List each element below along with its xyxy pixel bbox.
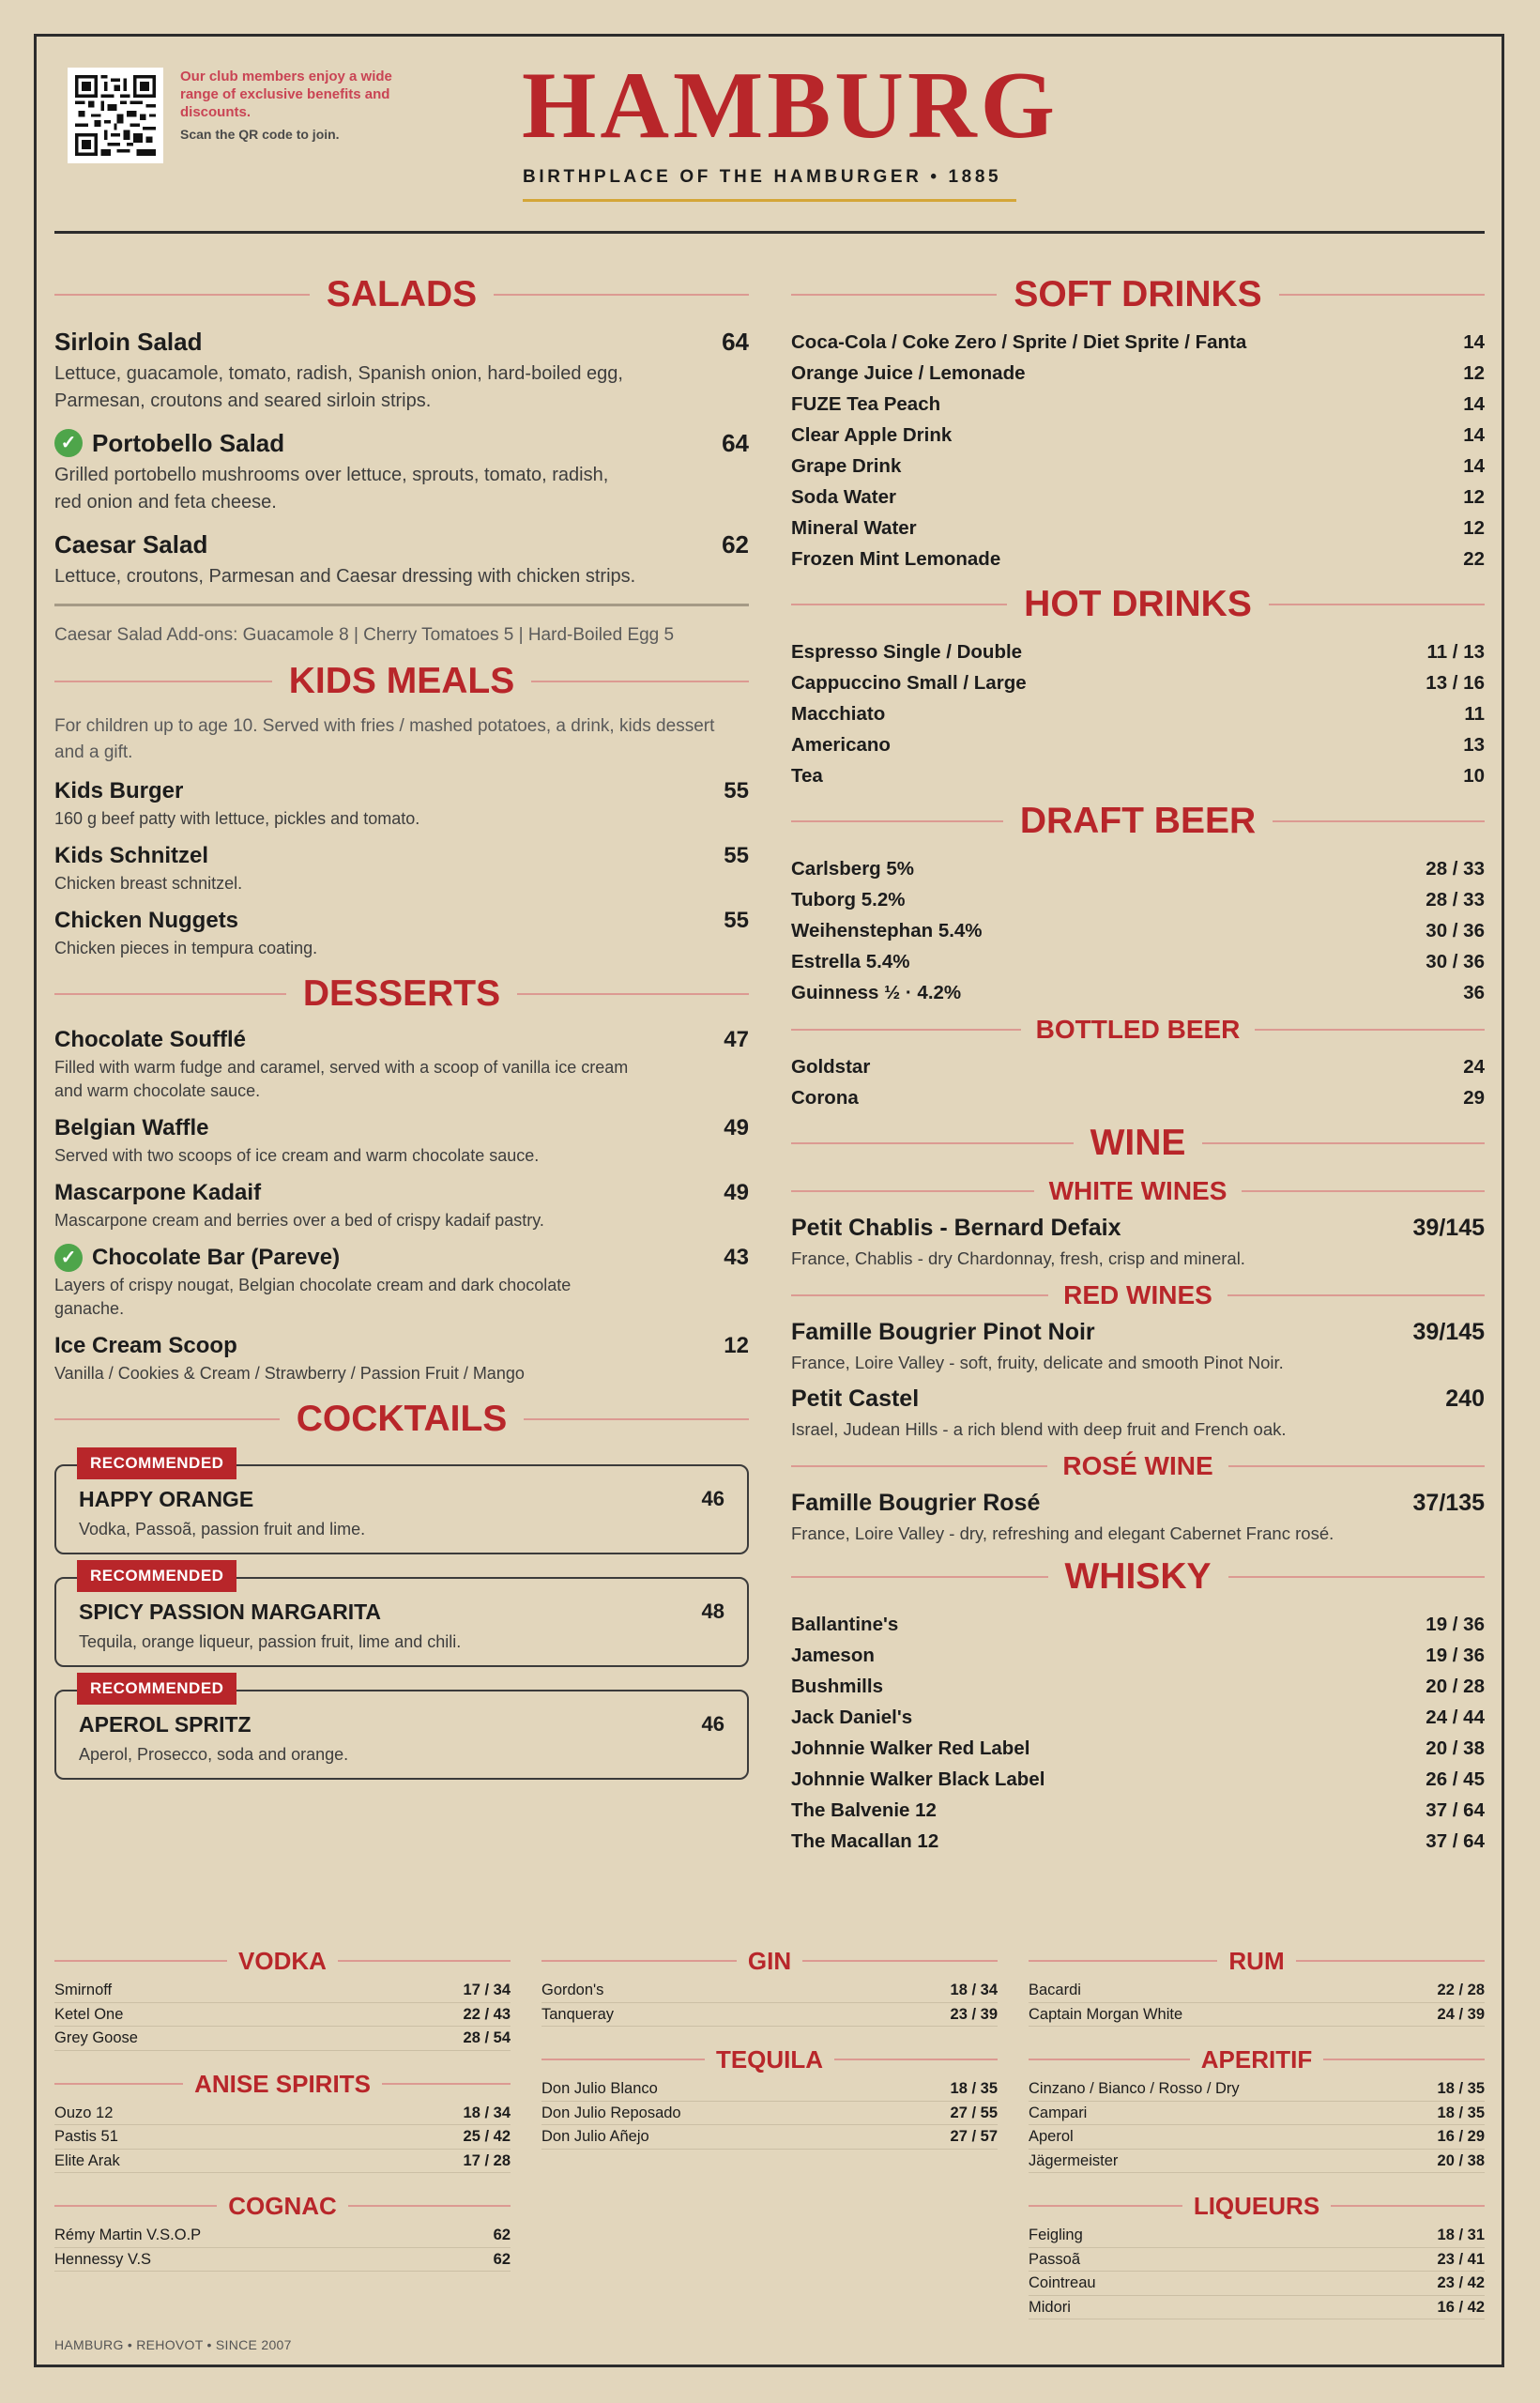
- drink-row[interactable]: [791, 543, 1485, 574]
- brand-title: HAMBURG: [522, 53, 1059, 159]
- item-desc: Chicken pieces in tempura coating.: [54, 939, 318, 957]
- spirit-price: 27 / 57: [950, 2128, 998, 2145]
- drink-name: Tea: [791, 765, 823, 787]
- spirit-price: 25 / 42: [463, 2128, 511, 2145]
- drink-price: 28 / 33: [1426, 889, 1485, 911]
- spirit-name: Cinzano / Bianco / Rosso / Dry: [1029, 2080, 1240, 2097]
- recommended-badge: RECOMMENDED: [77, 1673, 236, 1705]
- section-title-red-wines: RED WINES: [791, 1279, 1485, 1311]
- drink-price: 20 / 38: [1426, 1737, 1485, 1759]
- drink-name: Carlsberg 5%: [791, 858, 915, 880]
- spirit-name: Campari: [1029, 2104, 1088, 2121]
- spirit-name: Elite Arak: [54, 2151, 120, 2169]
- gin-list: [541, 1979, 998, 2027]
- item-price: 55: [724, 843, 749, 868]
- item-desc: Layers of crispy nougat, Belgian chocolate cream and dark chocolate ganache.: [54, 1276, 572, 1318]
- drink-price: 22: [1463, 548, 1485, 570]
- drink-price: 13: [1463, 734, 1485, 756]
- spacer: [1029, 2027, 1485, 2040]
- drink-name: Coca-Cola / Coke Zero / Sprite / Diet Sprite / Fanta: [791, 331, 1247, 353]
- footer-text: HAMBURG • REHOVOT • SINCE 2007: [54, 2337, 292, 2352]
- item-price: 64: [722, 327, 749, 356]
- spirits-column-1: [54, 1941, 511, 2272]
- spirit-price: 23 / 41: [1437, 2250, 1485, 2268]
- whisky-list: [791, 1609, 1485, 1857]
- drink-row[interactable]: [791, 853, 1485, 884]
- item-name: Belgian Waffle: [54, 1115, 209, 1140]
- spirit-row[interactable]: [1029, 2077, 1485, 2102]
- item-name: Kids Schnitzel: [54, 843, 209, 868]
- drink-price: 12: [1463, 486, 1485, 508]
- item-name: Petit Castel: [791, 1385, 920, 1412]
- right-column: [791, 265, 1485, 1857]
- spirit-row[interactable]: [54, 2224, 511, 2248]
- brand-tagline: BIRTHPLACE OF THE HAMBURGER • 1885: [523, 167, 1016, 202]
- drink-price: 14: [1463, 331, 1485, 353]
- section-title-cognac: COGNAC: [54, 2190, 511, 2222]
- spirit-price: 62: [493, 2227, 511, 2243]
- spirit-price: 22 / 28: [1437, 1982, 1485, 1998]
- spacer: [54, 2051, 511, 2064]
- spirit-row[interactable]: [54, 2125, 511, 2150]
- drink-price: 14: [1463, 455, 1485, 477]
- vodka-list: [54, 1979, 511, 2051]
- spirit-row[interactable]: [54, 2248, 511, 2273]
- spirit-row[interactable]: [1029, 2296, 1485, 2320]
- item-name: Sirloin Salad: [54, 328, 203, 356]
- item-desc: Vanilla / Cookies & Cream / Strawberry / Passion Fruit / Mango: [54, 1364, 525, 1383]
- section-title-cocktails: COCKTAILS: [54, 1397, 749, 1442]
- qr-code-icon[interactable]: [68, 68, 163, 163]
- drink-row[interactable]: [791, 1082, 1485, 1113]
- spirit-price: 23 / 39: [950, 2005, 998, 2023]
- item-price: 49: [724, 1180, 749, 1205]
- drink-name: Jameson: [791, 1645, 875, 1666]
- drink-name: Soda Water: [791, 486, 897, 508]
- drink-name: Grape Drink: [791, 455, 902, 477]
- menu-item[interactable]: [54, 1026, 749, 1103]
- drink-price: 30 / 36: [1426, 951, 1485, 972]
- drink-row[interactable]: [791, 760, 1485, 791]
- spirit-price: 20 / 38: [1437, 2151, 1485, 2169]
- drink-row[interactable]: [791, 1795, 1485, 1826]
- item-name: Portobello Salad: [92, 429, 285, 457]
- rum-list: [1029, 1979, 1485, 2027]
- drink-name: Mineral Water: [791, 517, 917, 539]
- spirit-price: 18 / 35: [1437, 2080, 1485, 2097]
- drink-name: Jack Daniel's: [791, 1707, 913, 1728]
- hot-drinks-list: [791, 636, 1485, 791]
- item-desc: Israel, Judean Hills - a rich blend with deep fruit and French oak.: [791, 1419, 1287, 1439]
- cocktail-desc: Aperol, Prosecco, soda and orange.: [79, 1745, 349, 1764]
- cocktail-desc: Vodka, Passoã, passion fruit and lime.: [79, 1520, 366, 1538]
- section-title-desserts: DESSERTS: [54, 972, 749, 1017]
- spacer: [1029, 2173, 1485, 2186]
- spirit-name: Don Julio Reposado: [541, 2104, 681, 2121]
- item-desc: Mascarpone cream and berries over a bed of crispy kadaif pastry.: [54, 1211, 544, 1230]
- drink-row[interactable]: [791, 636, 1485, 667]
- spirit-name: Don Julio Blanco: [541, 2080, 658, 2097]
- spirit-name: Passoã: [1029, 2250, 1081, 2268]
- spirits-column-2: [541, 1941, 998, 2150]
- section-title-vodka: VODKA: [54, 1945, 511, 1977]
- spirit-name: Ouzo 12: [54, 2104, 114, 2121]
- spirit-row[interactable]: [54, 2003, 511, 2028]
- spirit-name: Bacardi: [1029, 1982, 1081, 1998]
- section-title-rum: RUM: [1029, 1945, 1485, 1977]
- spirit-name: Tanqueray: [541, 2005, 615, 2023]
- spacer: [541, 2027, 998, 2040]
- cognac-list: [54, 2224, 511, 2272]
- kids-note: For children up to age 10. Served with fries / mashed potatoes, a drink, kids dessert and a gift.: [54, 716, 715, 762]
- drink-row[interactable]: [791, 1702, 1485, 1733]
- cocktail-card[interactable]: [54, 1679, 749, 1780]
- section-title-soft-drinks: SOFT DRINKS: [791, 272, 1485, 317]
- drink-row[interactable]: [791, 667, 1485, 698]
- drink-price: 19 / 36: [1426, 1614, 1485, 1635]
- spirits-column-3: [1029, 1941, 1485, 2319]
- spirit-price: 24 / 39: [1437, 2005, 1485, 2023]
- menu-item[interactable]: [54, 842, 749, 895]
- menu-item[interactable]: [54, 1179, 749, 1232]
- item-price: 55: [724, 908, 749, 933]
- cocktail-name: HAPPY ORANGE: [79, 1487, 254, 1511]
- section-title-anise: ANISE SPIRITS: [54, 2068, 511, 2100]
- item-name: Mascarpone Kadaif: [54, 1180, 262, 1205]
- header-divider: [54, 231, 1485, 234]
- drink-row[interactable]: [791, 1826, 1485, 1857]
- spirit-name: Midori: [1029, 2298, 1071, 2316]
- vegan-check-icon: ✓: [54, 1244, 83, 1272]
- item-price: 64: [722, 428, 749, 457]
- spirit-row[interactable]: [541, 2102, 998, 2126]
- item-desc: France, Chablis - dry Chardonnay, fresh, crisp and mineral.: [791, 1248, 1245, 1268]
- menu-item[interactable]: [54, 1332, 749, 1385]
- spirit-price: 18 / 34: [463, 2104, 511, 2121]
- drink-name: Macchiato: [791, 703, 886, 725]
- drink-name: Frozen Mint Lemonade: [791, 548, 1001, 570]
- spirit-price: 17 / 28: [463, 2151, 511, 2169]
- wine-item[interactable]: [791, 1384, 1485, 1443]
- bottled-beer-list: [791, 1051, 1485, 1113]
- spirit-row[interactable]: [541, 1979, 998, 2003]
- soft-drinks-list: [791, 327, 1485, 574]
- cocktail-card[interactable]: [54, 1567, 749, 1667]
- spirit-price: 18 / 31: [1437, 2227, 1485, 2243]
- spirit-row[interactable]: [1029, 2224, 1485, 2248]
- wine-item[interactable]: [791, 1317, 1485, 1376]
- spirit-name: Aperol: [1029, 2128, 1074, 2145]
- drink-price: 24: [1463, 1056, 1485, 1078]
- spirit-row[interactable]: [1029, 2272, 1485, 2296]
- drink-name: Guinness ½ · 4.2%: [791, 982, 962, 1003]
- drink-name: Cappuccino Small / Large: [791, 672, 1027, 694]
- spirit-price: 22 / 43: [463, 2005, 511, 2023]
- drink-price: 20 / 28: [1426, 1676, 1485, 1697]
- spirit-name: Don Julio Añejo: [541, 2128, 649, 2145]
- item-price: 37/135: [1412, 1489, 1485, 1516]
- item-desc: Chicken breast schnitzel.: [54, 874, 243, 893]
- spirit-row[interactable]: [54, 2027, 511, 2051]
- tequila-list: [541, 2077, 998, 2150]
- item-name: Caesar Salad: [54, 530, 208, 559]
- item-name: Chocolate Bar (Pareve): [92, 1245, 341, 1270]
- item-desc: Filled with warm fudge and caramel, served with a scoop of vanilla ice cream and warm chocolate sauce.: [54, 1058, 629, 1100]
- spirit-row[interactable]: [541, 2077, 998, 2102]
- drink-name: Espresso Single / Double: [791, 641, 1023, 663]
- cocktail-price: 46: [701, 1712, 724, 1736]
- spacer: [54, 2173, 511, 2186]
- spirit-name: Rémy Martin V.S.O.P: [54, 2227, 202, 2243]
- drink-row[interactable]: [791, 389, 1485, 420]
- drink-name: Johnnie Walker Black Label: [791, 1768, 1045, 1790]
- spirit-price: 23 / 42: [1437, 2274, 1485, 2291]
- drink-row[interactable]: [791, 1051, 1485, 1082]
- drink-name: Corona: [791, 1087, 859, 1109]
- menu-item[interactable]: [54, 529, 749, 590]
- club-promo: [180, 68, 405, 144]
- spirit-name: Gordon's: [541, 1982, 604, 1998]
- cocktail-desc: Tequila, orange liqueur, passion fruit, lime and chili.: [79, 1632, 462, 1651]
- drink-price: 12: [1463, 517, 1485, 539]
- section-title-bottled-beer: BOTTLED BEER: [791, 1014, 1485, 1046]
- spirit-row[interactable]: [1029, 2003, 1485, 2028]
- spirit-name: Captain Morgan White: [1029, 2005, 1183, 2023]
- drink-price: 12: [1463, 362, 1485, 384]
- drink-price: 11: [1464, 703, 1485, 725]
- drink-name: Tuborg 5.2%: [791, 889, 906, 911]
- item-price: 240: [1445, 1385, 1485, 1412]
- drink-name: Clear Apple Drink: [791, 424, 953, 446]
- spirit-name: Hennessy V.S: [54, 2250, 152, 2268]
- drink-name: Orange Juice / Lemonade: [791, 362, 1026, 384]
- club-text: Our club members enjoy a wide range of exclusive benefits and discounts.: [180, 69, 392, 120]
- spirit-name: Jägermeister: [1029, 2151, 1119, 2169]
- draft-beer-list: [791, 853, 1485, 1008]
- spirit-price: 62: [493, 2250, 511, 2268]
- drink-price: 14: [1463, 393, 1485, 415]
- drink-name: Goldstar: [791, 1056, 871, 1078]
- spirit-row[interactable]: [1029, 2102, 1485, 2126]
- item-desc: 160 g beef patty with lettuce, pickles and tomato.: [54, 809, 420, 828]
- cocktail-price: 48: [701, 1599, 724, 1623]
- item-name: Famille Bougrier Pinot Noir: [791, 1319, 1095, 1345]
- drink-row[interactable]: [791, 451, 1485, 482]
- aperitif-list: [1029, 2077, 1485, 2173]
- spirit-name: Smirnoff: [54, 1982, 113, 1998]
- drink-row[interactable]: [791, 1640, 1485, 1671]
- section-title-rose-wine: ROSÉ WINE: [791, 1450, 1485, 1482]
- drink-name: The Balvenie 12: [791, 1799, 937, 1821]
- drink-price: 19 / 36: [1426, 1645, 1485, 1666]
- spirit-row[interactable]: [1029, 1979, 1485, 2003]
- cocktail-name: SPICY PASSION MARGARITA: [79, 1599, 382, 1624]
- spirit-row[interactable]: [1029, 2125, 1485, 2150]
- wine-item[interactable]: [791, 1488, 1485, 1547]
- spirit-row[interactable]: [541, 2125, 998, 2150]
- spirit-row[interactable]: [54, 1979, 511, 2003]
- spirit-price: 18 / 35: [1437, 2104, 1485, 2121]
- item-price: 55: [724, 778, 749, 804]
- recommended-badge: RECOMMENDED: [77, 1560, 236, 1592]
- drink-price: 28 / 33: [1426, 858, 1485, 880]
- drink-price: 24 / 44: [1426, 1707, 1485, 1728]
- drink-price: 37 / 64: [1426, 1830, 1485, 1852]
- wine-item[interactable]: [791, 1213, 1485, 1272]
- drink-row[interactable]: [791, 513, 1485, 543]
- item-name: Chocolate Soufflé: [54, 1027, 247, 1052]
- recommended-badge: RECOMMENDED: [77, 1447, 236, 1479]
- drink-row[interactable]: [791, 915, 1485, 946]
- section-title-kids: KIDS MEALS: [54, 659, 749, 704]
- drink-price: 36: [1463, 982, 1485, 1003]
- item-price: 39/145: [1412, 1214, 1485, 1241]
- cocktail-card[interactable]: [54, 1454, 749, 1554]
- item-price: 49: [724, 1115, 749, 1140]
- drink-row[interactable]: [791, 420, 1485, 451]
- spirit-name: Feigling: [1029, 2227, 1083, 2243]
- menu-item[interactable]: [54, 907, 749, 960]
- drink-row[interactable]: [791, 482, 1485, 513]
- menu-item[interactable]: [54, 327, 749, 415]
- drink-row[interactable]: [791, 698, 1485, 729]
- section-title-hot-drinks: HOT DRINKS: [791, 582, 1485, 627]
- drink-name: Americano: [791, 734, 891, 756]
- item-name: Chicken Nuggets: [54, 908, 239, 933]
- spirit-price: 28 / 54: [463, 2029, 511, 2046]
- drink-name: Weihenstephan 5.4%: [791, 920, 983, 941]
- spirit-row[interactable]: [1029, 2150, 1485, 2174]
- item-name: Kids Burger: [54, 778, 184, 804]
- section-title-gin: GIN: [541, 1945, 998, 1977]
- drink-row[interactable]: [791, 884, 1485, 915]
- item-price: 62: [722, 529, 749, 559]
- drink-row[interactable]: [791, 1609, 1485, 1640]
- drink-price: 30 / 36: [1426, 920, 1485, 941]
- section-title-whisky: WHISKY: [791, 1554, 1485, 1599]
- drink-price: 29: [1463, 1087, 1485, 1109]
- drink-price: 11 / 13: [1426, 641, 1485, 663]
- drink-row[interactable]: [791, 946, 1485, 977]
- item-name: Famille Bougrier Rosé: [791, 1490, 1041, 1516]
- spirit-price: 16 / 29: [1437, 2128, 1485, 2145]
- salad-addons: Caesar Salad Add-ons: Guacamole 8 | Cherry Tomatoes 5 | Hard-Boiled Egg 5: [54, 604, 749, 646]
- item-name: Petit Chablis - Bernard Defaix: [791, 1215, 1121, 1241]
- item-price: 43: [724, 1245, 749, 1270]
- drink-price: 10: [1463, 765, 1485, 787]
- drink-name: Estrella 5.4%: [791, 951, 910, 972]
- left-column: [54, 265, 749, 1793]
- cocktail-price: 46: [701, 1487, 724, 1510]
- drink-price: 37 / 64: [1426, 1799, 1485, 1821]
- spirit-price: 18 / 35: [950, 2080, 998, 2097]
- spirit-name: Cointreau: [1029, 2274, 1096, 2291]
- menu-item[interactable]: [54, 1114, 749, 1168]
- drink-row[interactable]: [791, 327, 1485, 358]
- spirit-price: 16 / 42: [1437, 2298, 1485, 2316]
- drink-price: 14: [1463, 424, 1485, 446]
- item-price: 47: [724, 1027, 749, 1052]
- vegan-check-icon: ✓: [54, 429, 83, 457]
- drink-name: Bushmills: [791, 1676, 883, 1697]
- anise-list: [54, 2102, 511, 2174]
- drink-name: The Macallan 12: [791, 1830, 939, 1852]
- liqueurs-list: [1029, 2224, 1485, 2319]
- section-title-tequila: TEQUILA: [541, 2043, 998, 2075]
- menu-item[interactable]: [54, 777, 749, 831]
- drink-row[interactable]: [791, 729, 1485, 760]
- drink-name: Ballantine's: [791, 1614, 899, 1635]
- item-desc: Lettuce, guacamole, tomato, radish, Spanish onion, hard-boiled egg, Parmesan, croutons and seared sirloin strips.: [54, 363, 623, 411]
- item-desc: Served with two scoops of ice cream and warm chocolate sauce.: [54, 1146, 540, 1165]
- item-name-wrap: [54, 428, 284, 458]
- section-title-draft-beer: DRAFT BEER: [791, 799, 1485, 844]
- drink-price: 26 / 45: [1426, 1768, 1485, 1790]
- spirit-price: 18 / 34: [950, 1982, 998, 1998]
- spirit-price: 27 / 55: [950, 2104, 998, 2121]
- spirit-name: Pastis 51: [54, 2128, 118, 2145]
- spirit-row[interactable]: [54, 2150, 511, 2174]
- item-name-wrap: [54, 1244, 340, 1272]
- drink-name: Johnnie Walker Red Label: [791, 1737, 1030, 1759]
- drink-name: FUZE Tea Peach: [791, 393, 941, 415]
- drink-price: 13 / 16: [1426, 672, 1485, 694]
- menu-item[interactable]: [54, 428, 749, 516]
- drink-row[interactable]: [791, 977, 1485, 1008]
- item-price: 39/145: [1412, 1318, 1485, 1345]
- section-title-liqueurs: LIQUEURS: [1029, 2190, 1485, 2222]
- section-title-wine: WINE: [791, 1121, 1485, 1166]
- drink-row[interactable]: [791, 358, 1485, 389]
- drink-row[interactable]: [791, 1764, 1485, 1795]
- spirit-row[interactable]: [54, 2102, 511, 2126]
- cocktail-name: APEROL SPRITZ: [79, 1712, 252, 1737]
- drink-row[interactable]: [791, 1671, 1485, 1702]
- spirit-price: 17 / 34: [463, 1982, 511, 1998]
- item-price: 12: [724, 1333, 749, 1358]
- item-name: Ice Cream Scoop: [54, 1333, 237, 1358]
- section-title-aperitif: APERITIF: [1029, 2043, 1485, 2075]
- spirit-name: Ketel One: [54, 2005, 124, 2023]
- menu-item[interactable]: [54, 1244, 749, 1321]
- item-desc: Grilled portobello mushrooms over lettuce, sprouts, tomato, radish, red onion and feta cheese.: [54, 465, 609, 513]
- section-title-salads: SALADS: [54, 272, 749, 317]
- drink-row[interactable]: [791, 1733, 1485, 1764]
- spirit-name: Grey Goose: [54, 2029, 138, 2046]
- section-title-white-wines: WHITE WINES: [791, 1175, 1485, 1207]
- spirit-row[interactable]: [541, 2003, 998, 2028]
- item-desc: France, Loire Valley - soft, fruity, delicate and smooth Pinot Noir.: [791, 1353, 1284, 1372]
- item-desc: Lettuce, croutons, Parmesan and Caesar dressing with chicken strips.: [54, 566, 636, 587]
- item-desc: France, Loire Valley - dry, refreshing and elegant Cabernet Franc rosé.: [791, 1523, 1334, 1543]
- scan-text: Scan the QR code to join.: [180, 127, 340, 142]
- spirit-row[interactable]: [1029, 2248, 1485, 2273]
